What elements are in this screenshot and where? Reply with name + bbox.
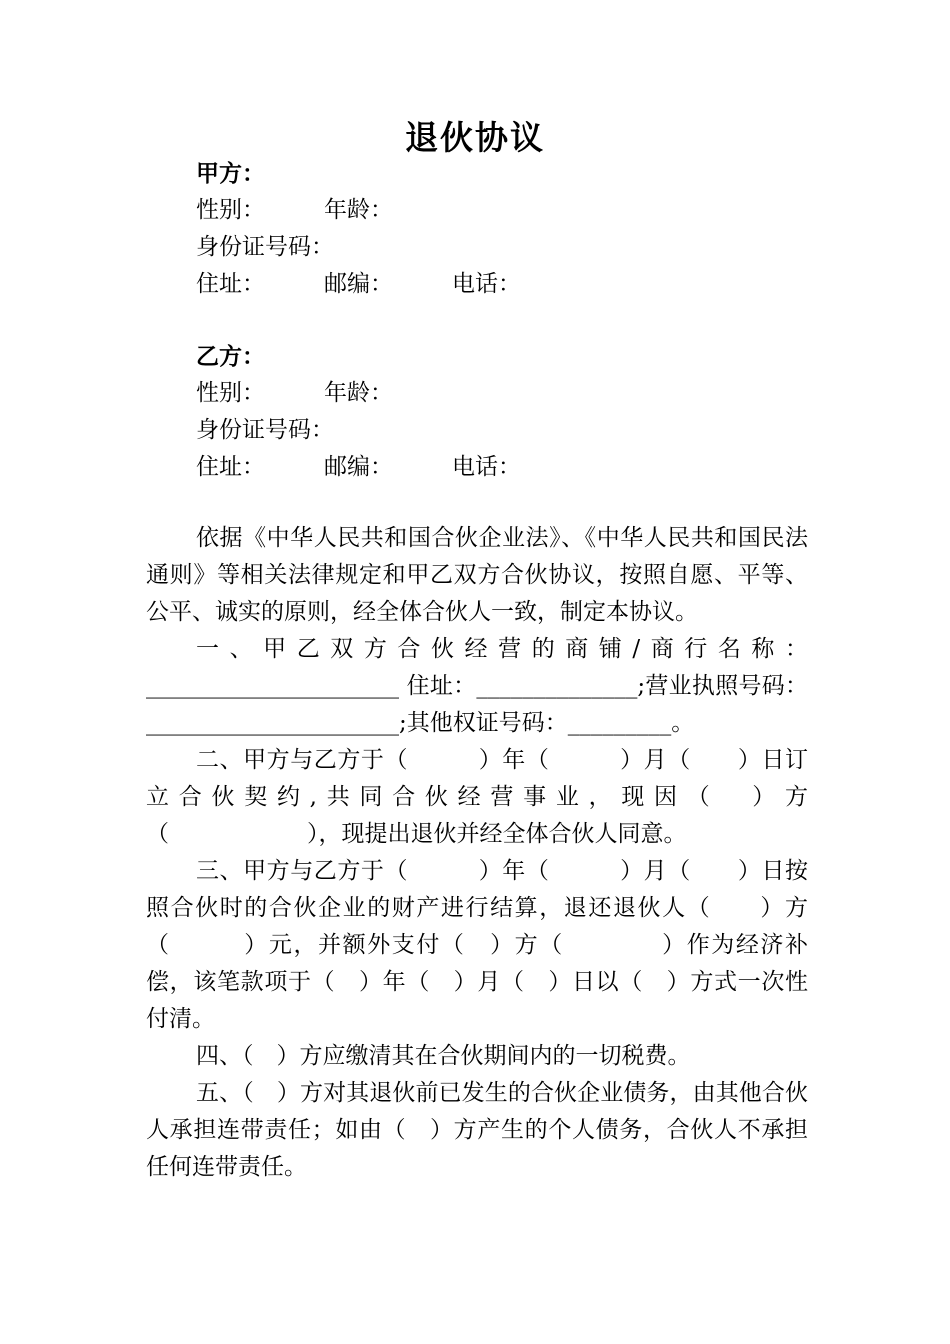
clause-1-paragraph: 一、甲乙双方合伙经营的商铺/商行名称：______________________ 住址：______________;营业执照号码：______________________;其他权证号码：_________。	[146, 636, 808, 736]
party-a-postcode-label: 邮编：	[324, 271, 393, 297]
agreement-body	[146, 520, 808, 1186]
party-a-block	[196, 155, 816, 303]
document-title: 退伙协议	[405, 118, 545, 157]
party-b-id-label: 身份证号码：	[196, 417, 334, 443]
clause-5-paragraph: 五、（ ）方对其退伙前已发生的合伙企业债务，由其他合伙人承担连带责任；如由（ ）方产生的个人债务，合伙人不承担任何连带责任。	[146, 1080, 808, 1180]
party-b-name-label: 乙方：	[196, 343, 265, 370]
party-b-address-label: 住址：	[196, 454, 265, 480]
party-b-phone-label: 电话：	[452, 454, 521, 480]
party-a-address-label: 住址：	[196, 271, 265, 297]
party-a-id-label: 身份证号码：	[196, 234, 334, 260]
party-a-name-label: 甲方：	[196, 160, 265, 187]
clause-4-paragraph: 四、（ ）方应缴清其在合伙期间内的一切税费。	[196, 1043, 691, 1069]
party-a-contact-row	[196, 266, 816, 303]
clause-2-paragraph: 二、甲方与乙方于（ ）年（ ）月（ ）日订立合伙契约,共同合伙经营事业，现因（ ）方（ ），现提出退伙并经全体合伙人同意。	[146, 747, 808, 847]
party-b-gender-age-row	[196, 375, 816, 412]
party-b-block	[196, 338, 816, 486]
party-b-age-label: 年龄：	[324, 380, 393, 406]
party-a-age-label: 年龄：	[324, 197, 393, 223]
party-b-contact-row	[196, 449, 816, 486]
party-a-gender-label: 性别：	[196, 197, 265, 223]
party-a-phone-label: 电话：	[452, 271, 521, 297]
preamble-paragraph: 依据《中华人民共和国合伙企业法》、《中华人民共和国民法通则》等相关法律规定和甲乙双方合伙协议，按照自愿、平等、公平、诚实的原则，经全体合伙人一致，制定本协议。	[146, 525, 808, 625]
party-b-gender-label: 性别：	[196, 380, 265, 406]
party-b-postcode-label: 邮编：	[324, 454, 393, 480]
clause-3-paragraph: 三、甲方与乙方于（ ）年（ ）月（ ）日按照合伙时的合伙企业的财产进行结算，退还退伙人（ ）方（ ）元，并额外支付（ ）方（ ）作为经济补偿，该笔款项于（ ）年（ ）月（ ）日以（ ）方式一次性付清。	[146, 858, 808, 1032]
party-a-gender-age-row	[196, 192, 816, 229]
